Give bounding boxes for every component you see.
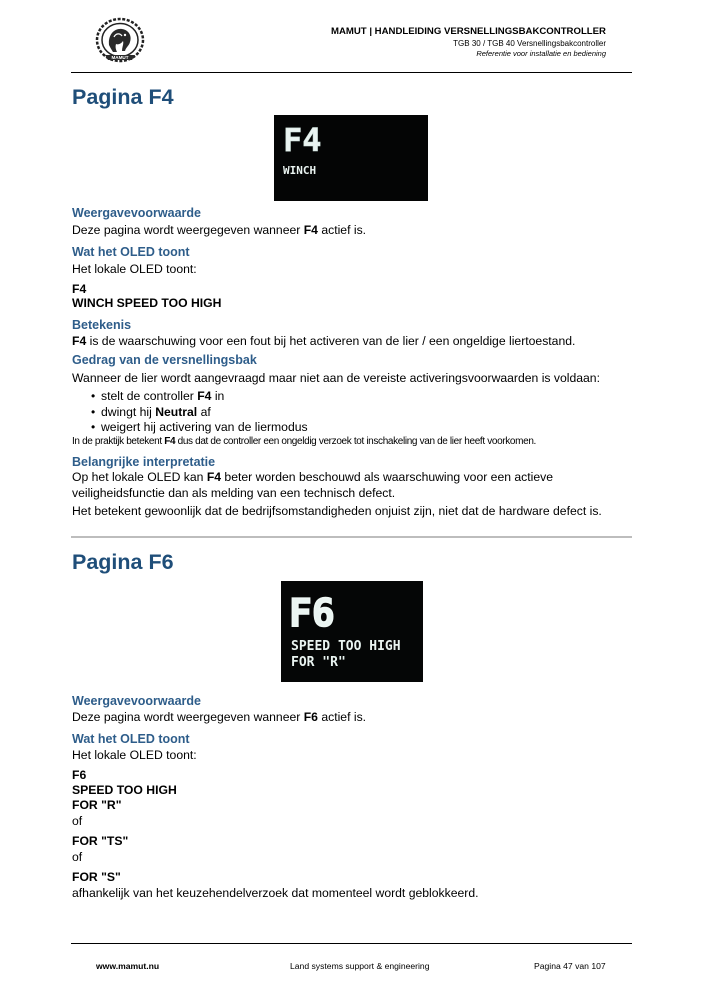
f6-oled-shows-heading: Wat het OLED toont — [72, 732, 190, 746]
f4-oled-shows-intro: Het lokale OLED toont: — [72, 262, 197, 276]
f4-interpretation-p2: Het betekent gewoonlijk dat de bedrijfsomstandigheden onjuist zijn, niet dat de hardware defect is. — [72, 504, 602, 518]
f4-behavior-intro: Wanneer de lier wordt aangevraagd maar niet aan de vereiste activeringsvoorwaarden is voldaan: — [72, 371, 600, 385]
f6-display-post: actief is. — [317, 710, 367, 724]
header-title: MAMUT | HANDLEIDING VERSNELLINGSBAKCONTROLLER — [330, 26, 606, 37]
f4-interpretation-heading: Belangrijke interpretatie — [72, 455, 216, 469]
footer-page-number: Pagina 47 van 107 — [534, 961, 606, 971]
f4-oled-line1: F4 — [72, 282, 87, 296]
logo-text: MAMUT — [111, 55, 129, 60]
header-divider — [71, 72, 632, 73]
oled-image-f6 — [281, 581, 423, 682]
f4-behavior-note — [72, 435, 536, 449]
f4-meaning-heading: Betekenis — [72, 318, 132, 332]
f4-meaning-code: F4 — [72, 334, 87, 348]
f6-oled-line1: F6 — [72, 768, 87, 782]
footer-tagline: Land systems support & engineering — [290, 961, 430, 971]
oled-f4-line2: WINCH — [283, 164, 317, 177]
f4-meaning-body: is de waarschuwing voor een fout bij het activeren van de lier / een ongeldige liertoestand. — [86, 334, 576, 348]
mamut-logo — [94, 17, 146, 63]
bullet2-post: af — [197, 404, 211, 419]
f4-behavior-heading: Gedrag van de versnellingsbak — [72, 353, 257, 367]
header-subtitle: TGB 30 / TGB 40 Versnellingsbakcontroller — [453, 39, 606, 48]
f6-alt-s: FOR "S" — [72, 870, 121, 884]
f6-display-pre: Deze pagina wordt weergegeven wanneer — [72, 710, 304, 724]
note-pre: In de praktijk betekent — [72, 436, 165, 447]
footer-divider — [71, 943, 632, 944]
oled-f6-line2: SPEED TOO HIGH — [291, 639, 401, 654]
note-post: dus dat de controller een ongeldig verzoek tot inschakeling van de lier heeft voorkomen. — [175, 436, 536, 447]
oled-f6-line1: F6 — [289, 591, 335, 635]
section-divider — [71, 536, 632, 538]
f6-display-condition-heading: Weergavevoorwaarde — [72, 694, 201, 708]
f6-oled-line2: SPEED TOO HIGH — [72, 783, 177, 797]
f6-closing: afhankelijk van het keuzehendelverzoek dat momenteel wordt geblokkeerd. — [72, 886, 479, 900]
f4-display-condition-heading: Weergavevoorwaarde — [72, 206, 201, 220]
f4-meaning-text — [72, 334, 575, 350]
f4-behavior-list — [72, 389, 592, 436]
interp-line2: veiligheidsfunctie dan als melding van een technisch defect. — [72, 485, 396, 500]
oled-f6-line3: FOR "R" — [291, 655, 346, 670]
list-item — [72, 405, 592, 421]
bullet1-code: F4 — [197, 389, 212, 403]
list-item — [72, 389, 592, 405]
f6-alt-ts: FOR "TS" — [72, 834, 129, 848]
header-reference: Referentie voor installatie en bediening — [476, 49, 606, 58]
f6-oled-line3: FOR "R" — [72, 798, 122, 812]
f4-interpretation-p1 — [72, 470, 632, 501]
f4-display-post: actief is. — [317, 223, 367, 237]
f6-oled-shows-intro: Het lokale OLED toont: — [72, 748, 197, 762]
footer-website-link[interactable]: www.mamut.nu — [96, 961, 160, 971]
list-item: • weigert hij activering van de liermodus — [72, 420, 592, 436]
f4-oled-shows-heading: Wat het OLED toont — [72, 245, 190, 259]
f6-display-code: F6 — [303, 710, 318, 724]
f4-display-condition-text — [72, 223, 366, 239]
oled-image-f4 — [274, 115, 428, 201]
header — [0, 0, 703, 74]
oled-f4-line1: F4 — [283, 121, 322, 159]
f6-display-condition-text — [72, 710, 366, 726]
bullet2-pre: dwingt hij — [101, 404, 156, 419]
f6-of-1: of — [72, 814, 83, 828]
bullet1-pre: stelt de controller — [101, 389, 198, 403]
f6-of-2: of — [72, 850, 83, 864]
page-f6-heading: Pagina F6 — [72, 550, 174, 574]
bullet1-post: in — [211, 389, 225, 403]
interp-code: F4 — [206, 470, 222, 484]
note-code: F4 — [164, 436, 176, 447]
interp-pre: Op het lokale OLED kan — [72, 470, 207, 484]
interp-post: beter worden beschouwd als waarschuwing voor een actieve — [221, 470, 554, 484]
page-f4-heading: Pagina F4 — [72, 85, 174, 109]
f4-display-pre: Deze pagina wordt weergegeven wanneer — [72, 223, 304, 237]
bullet2-bold: Neutral — [155, 404, 198, 419]
f4-display-code: F4 — [303, 223, 318, 237]
f4-oled-line2: WINCH SPEED TOO HIGH — [72, 296, 222, 310]
